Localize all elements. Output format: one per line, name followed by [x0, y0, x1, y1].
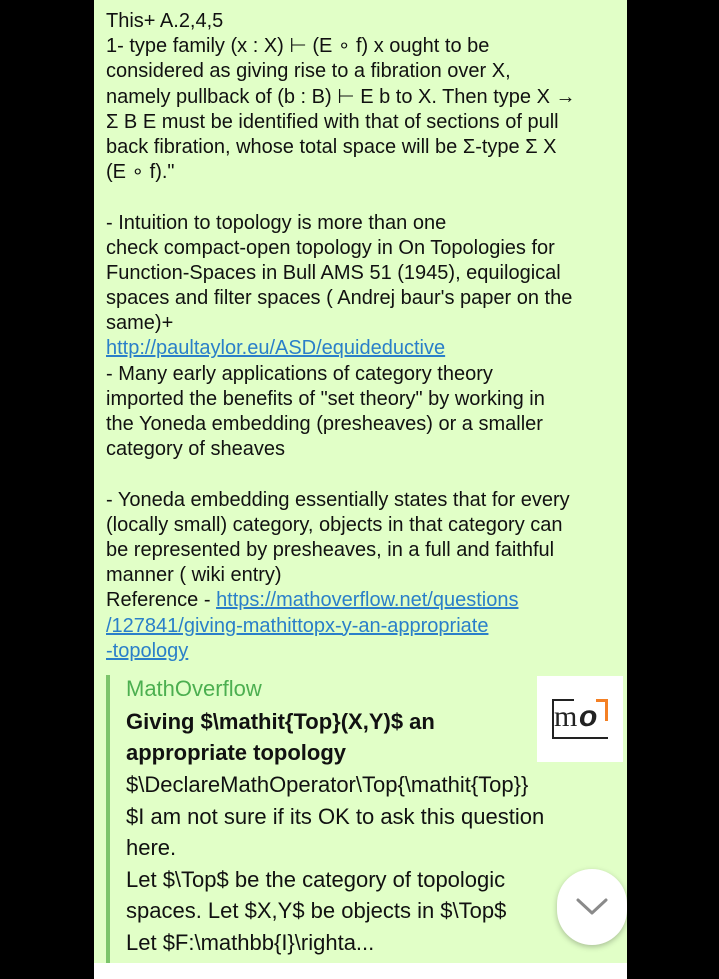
message-line-text: back fibration, whose total space will be Σ-type Σ X — [106, 135, 557, 158]
message-line — [106, 185, 616, 210]
message-line — [106, 639, 616, 664]
message-link[interactable]: https://mathoverflow.net/questions — [216, 589, 519, 612]
message-line-text: 1- type family (x : X) ⊢ (E ∘ f) x ought to be — [106, 35, 490, 58]
scroll-down-button[interactable] — [557, 869, 627, 945]
preview-description — [126, 769, 616, 958]
message-line — [106, 563, 616, 588]
message-link[interactable]: http://paultaylor.eu/ASD/equideductive — [106, 337, 446, 360]
message-line-text: (E ∘ f)." — [106, 161, 175, 184]
message-line-text: This+ A.2,4,5 — [106, 10, 224, 32]
preview-description-line: Let $F:\mathbb{I}\righta... — [126, 929, 375, 955]
message-line — [106, 286, 616, 311]
message-line — [106, 85, 616, 110]
message-line-text: Σ B E must be identified with that of sections of pull — [106, 110, 559, 133]
preview-description-line: here. — [126, 835, 177, 860]
preview-description-line: spaces. Let $X,Y$ be objects in $\Top$ — [126, 898, 507, 923]
message-line-text: - Yoneda embedding essentially states that for every — [106, 488, 570, 511]
message-line-text: check compact-open topology in On Topologies for — [106, 236, 555, 259]
message-line — [106, 211, 616, 236]
message-line — [106, 34, 616, 59]
message-line — [106, 437, 616, 462]
message-line — [106, 513, 616, 538]
message-line-text: considered as giving rise to a fibration over X, — [106, 60, 511, 83]
message-line — [106, 462, 616, 487]
link-preview[interactable] — [106, 675, 622, 963]
chevron-down-icon — [575, 897, 609, 917]
message-line-text: be represented by presheaves, in a full and faithful — [106, 538, 555, 561]
mathoverflow-logo: m o — [552, 699, 608, 739]
message-line — [106, 160, 616, 185]
preview-description-line: $I am not sure if its OK to ask this question — [126, 803, 545, 829]
message-line-text: spaces and filter spaces ( Andrej baur's paper on the — [106, 287, 573, 310]
message-line-text: - Intuition to topology is more than one — [106, 211, 447, 234]
preview-site-name: MathOverflow — [126, 676, 262, 701]
preview-thumbnail — [537, 676, 623, 762]
message-line — [106, 362, 616, 387]
message-line-text: - Many early applications of category theory — [106, 362, 493, 385]
message-line-text: Function-Spaces in Bull AMS 51 (1945), equilogical — [106, 261, 561, 284]
message-bubble — [94, 0, 627, 963]
message-line-text: (locally small) category, objects in that category can — [106, 513, 563, 536]
preview-description-line: $\DeclareMathOperator\Top{\mathit{Top}} — [126, 772, 529, 797]
message-line — [106, 538, 616, 563]
message-link[interactable]: /127841/giving-mathittopx-y-an-appropriate — [106, 614, 489, 637]
message-line-text: imported the benefits of "set theory" by working in — [106, 387, 545, 410]
message-line — [106, 311, 616, 336]
message-line-text: Reference - — [106, 589, 217, 612]
message-line — [106, 614, 616, 639]
message-line — [106, 261, 616, 286]
message-line-text: the Yoneda embedding (presheaves) or a smaller — [106, 413, 543, 435]
message-line-text: namely pullback of (b : B) ⊢ E b to X. Then type X → — [106, 85, 576, 108]
message-line-text: same)+ — [106, 312, 174, 335]
message-text — [106, 9, 616, 664]
chat-screen — [94, 0, 627, 979]
message-line — [106, 9, 616, 34]
message-line-text: category of sheaves — [106, 438, 285, 461]
message-line — [106, 588, 616, 613]
preview-description-line: Let $\Top$ be the category of topologic — [126, 866, 506, 892]
message-line — [106, 412, 616, 437]
message-line — [106, 135, 616, 160]
message-line — [106, 59, 616, 84]
message-line — [106, 236, 616, 261]
message-line — [106, 336, 616, 361]
message-line-text: manner ( wiki entry) — [106, 564, 282, 587]
message-line — [106, 387, 616, 412]
preview-title: Giving $\mathit{Top}(X,Y)$ an appropriate topology — [126, 709, 435, 765]
message-line — [106, 110, 616, 135]
message-link[interactable]: -topology — [106, 639, 189, 662]
message-line — [106, 488, 616, 513]
